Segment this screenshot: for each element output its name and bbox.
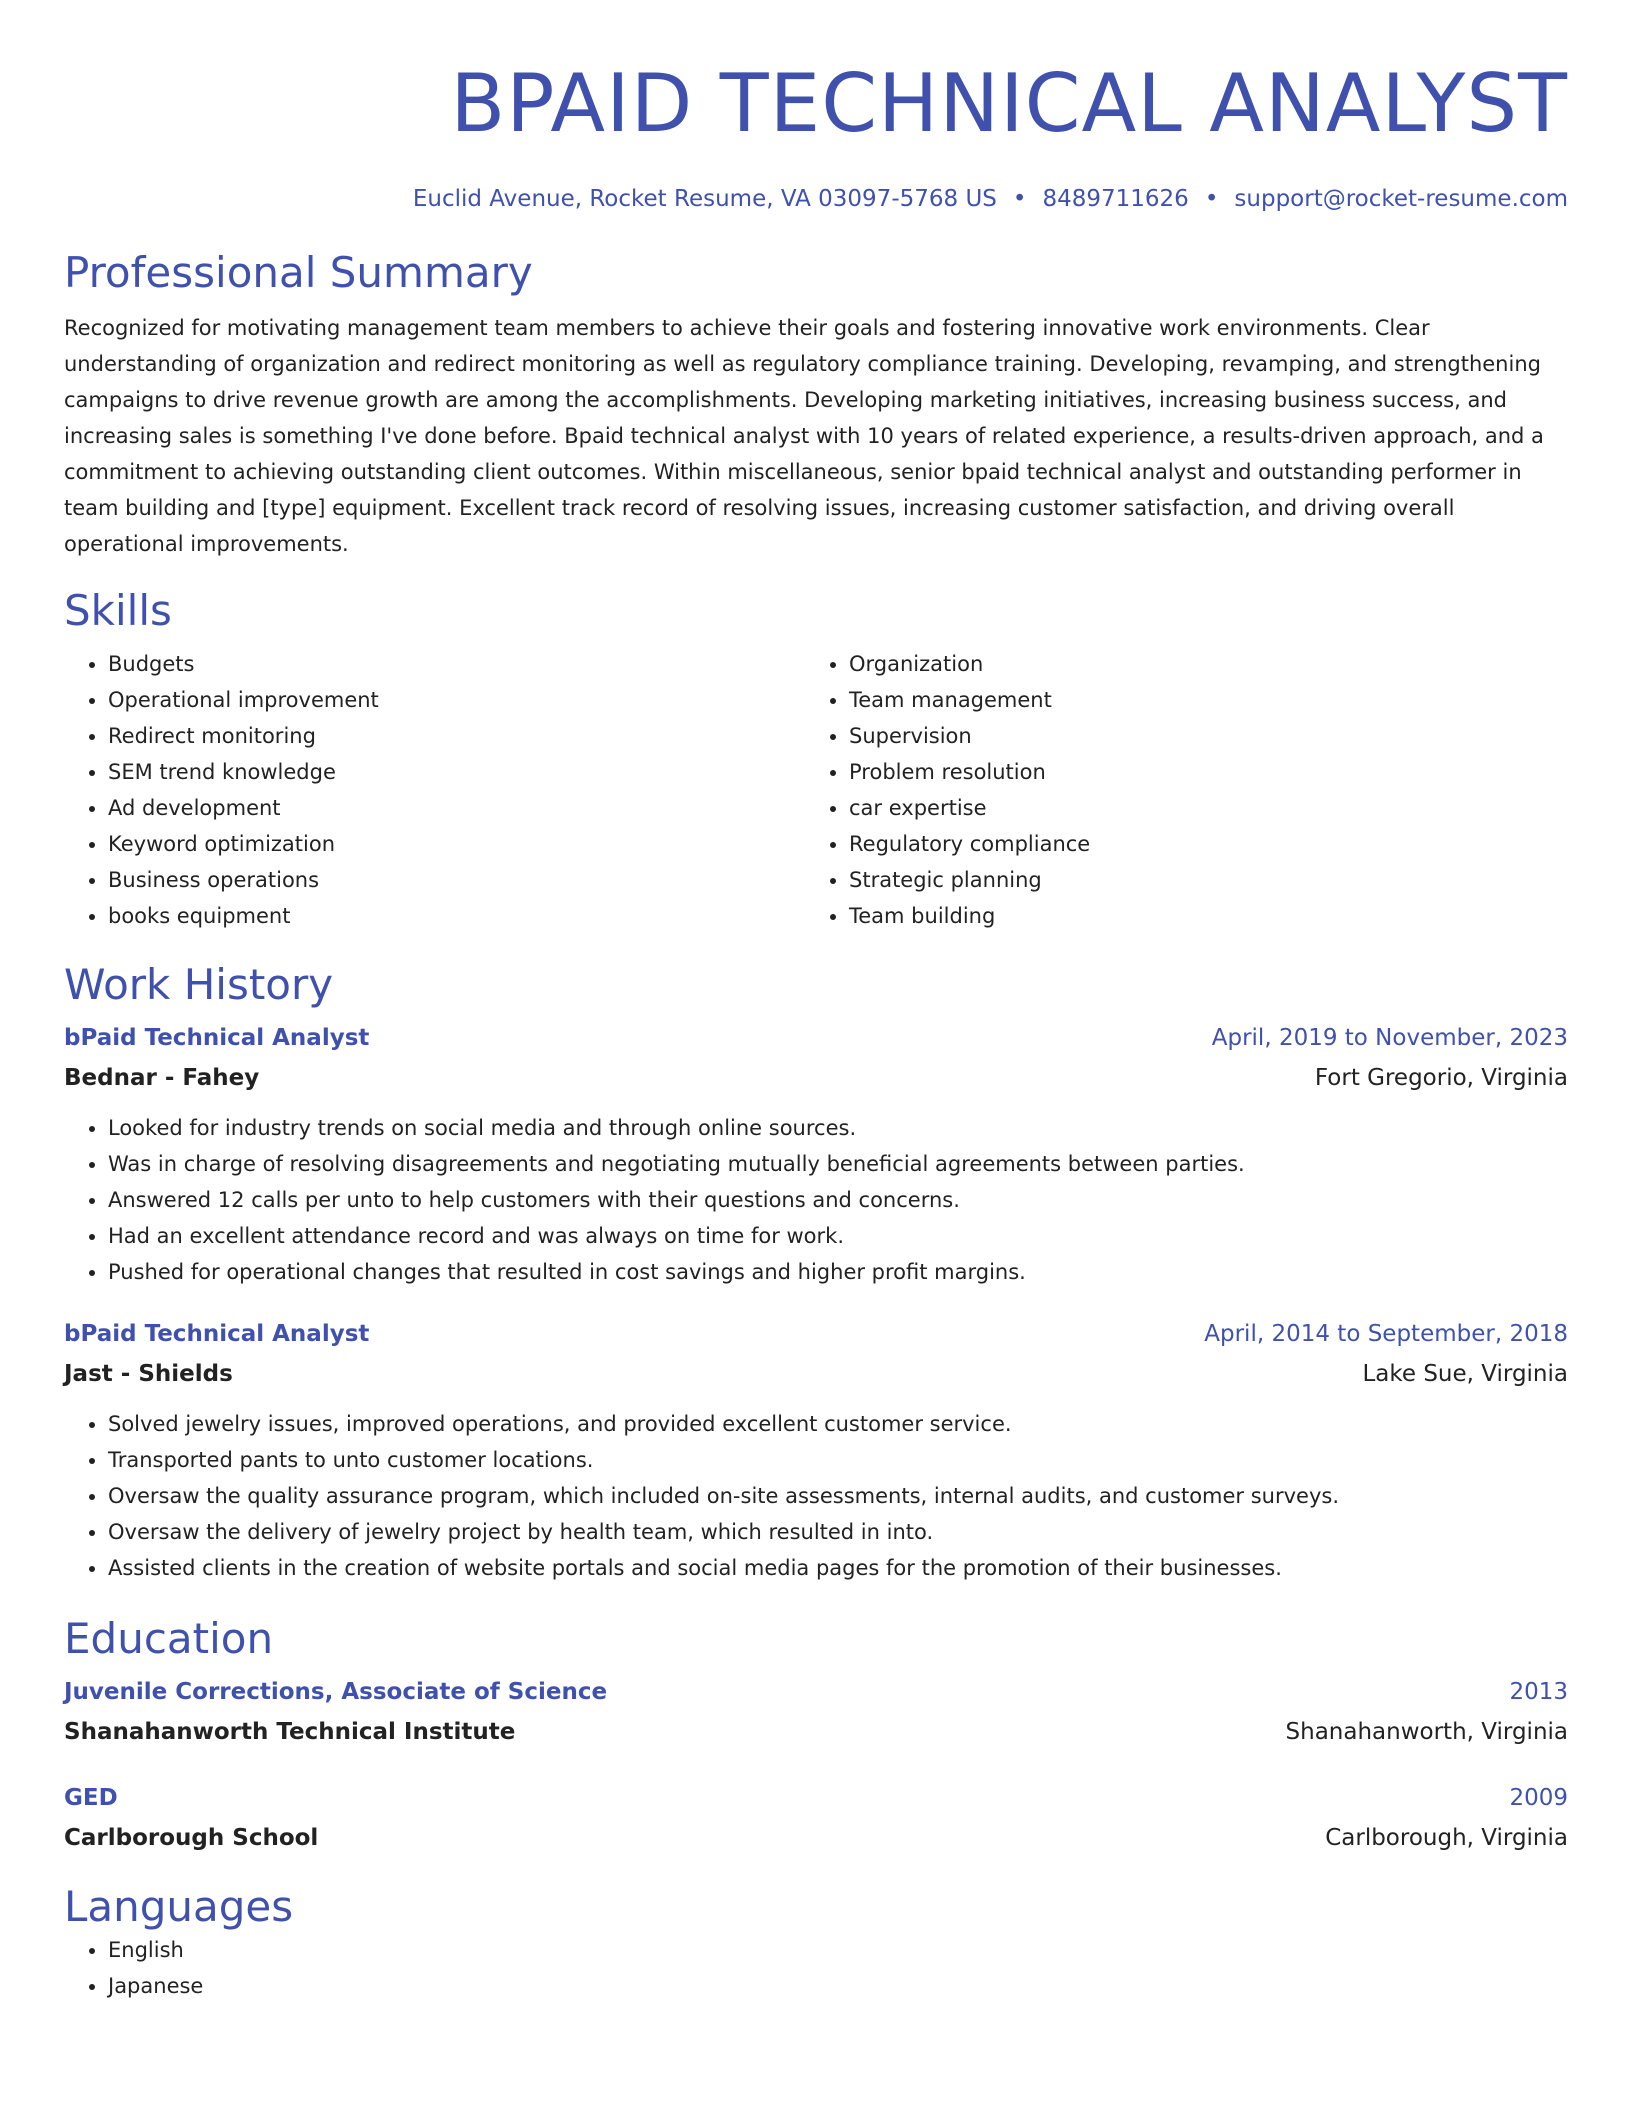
education-subheader bbox=[64, 1820, 1568, 1856]
skill-item: • Team management bbox=[849, 682, 1568, 718]
job-title: bPaid Technical Analyst bbox=[64, 1321, 370, 1347]
skill-item: • Team building bbox=[849, 898, 1568, 934]
education-school: Carlborough School bbox=[64, 1825, 319, 1851]
contact-address: Euclid Avenue, Rocket Resume, VA 03097-5768 US bbox=[412, 186, 997, 212]
education-degree: GED bbox=[64, 1785, 118, 1811]
job-location: Lake Sue, Virginia bbox=[1362, 1361, 1568, 1387]
job-bullet: • Oversaw the quality assurance program, which included on-site assessments, internal audits, and customer surveys. bbox=[108, 1478, 1568, 1514]
contact-phone: 8489711626 bbox=[1042, 186, 1189, 212]
skill-item: • Keyword optimization bbox=[108, 826, 805, 862]
education-header bbox=[64, 1780, 1568, 1816]
education-heading: Education bbox=[64, 1614, 274, 1663]
job-bullet: • Answered 12 calls per unto to help customers with their questions and concerns. bbox=[108, 1182, 1568, 1218]
job-dates: April, 2019 to November, 2023 bbox=[1211, 1025, 1568, 1051]
summary-heading: Professional Summary bbox=[64, 248, 533, 297]
education-location: Carlborough, Virginia bbox=[1325, 1825, 1568, 1851]
work-history-heading: Work History bbox=[64, 960, 334, 1009]
education-entry bbox=[64, 1674, 1568, 1750]
contact-email: support@rocket-resume.com bbox=[1234, 186, 1568, 212]
job-bullet: • Oversaw the delivery of jewelry project by health team, which resulted in into. bbox=[108, 1514, 1568, 1550]
skill-item: • car expertise bbox=[849, 790, 1568, 826]
job-entry bbox=[64, 1316, 1568, 1586]
job-bullet: • Was in charge of resolving disagreements and negotiating mutually beneficial agreements between parties. bbox=[108, 1146, 1568, 1182]
skill-item: • Strategic planning bbox=[849, 862, 1568, 898]
skills-list-right bbox=[805, 646, 1568, 934]
contact-line bbox=[64, 184, 1568, 214]
job-header bbox=[64, 1316, 1568, 1352]
skill-item: • Operational improvement bbox=[108, 682, 805, 718]
job-company: Jast - Shields bbox=[64, 1361, 233, 1387]
language-item: • English bbox=[108, 1932, 1568, 1968]
job-bullet: • Looked for industry trends on social media and through online sources. bbox=[108, 1110, 1568, 1146]
education-entry bbox=[64, 1780, 1568, 1856]
skill-item: • Supervision bbox=[849, 718, 1568, 754]
education-subheader bbox=[64, 1714, 1568, 1750]
job-location: Fort Gregorio, Virginia bbox=[1314, 1065, 1568, 1091]
skill-item: • Budgets bbox=[108, 646, 805, 682]
language-item: • Japanese bbox=[108, 1968, 1568, 2004]
skill-item: • Redirect monitoring bbox=[108, 718, 805, 754]
contact-separator: • bbox=[1204, 186, 1219, 212]
job-subheader bbox=[64, 1356, 1568, 1392]
education-year: 2013 bbox=[1509, 1679, 1568, 1705]
skills-grid bbox=[64, 646, 1568, 934]
job-bullet: • Transported pants to unto customer locations. bbox=[108, 1442, 1568, 1478]
job-bullet: • Pushed for operational changes that resulted in cost savings and higher profit margins. bbox=[108, 1254, 1568, 1290]
job-dates: April, 2014 to September, 2018 bbox=[1204, 1321, 1568, 1347]
skill-item: • Ad development bbox=[108, 790, 805, 826]
skills-heading: Skills bbox=[64, 586, 172, 635]
candidate-name: BPAID TECHNICAL ANALYST bbox=[450, 57, 1568, 150]
contact-separator: • bbox=[1012, 186, 1027, 212]
education-school: Shanahanworth Technical Institute bbox=[64, 1719, 516, 1745]
skills-list-left bbox=[64, 646, 805, 934]
skill-item: • Business operations bbox=[108, 862, 805, 898]
summary-text: Recognized for motivating management team members to achieve their goals and fostering innovative work environments. Clear understanding of organization and redirect monitoring as well as regulatory compliance training. Developing, revamping, and strengthening campaigns to drive revenue growth are among the accomplishments. Developing marketing initiatives, increasing business success, and increasing sales is something I've done before. Bpaid technical analyst with 10 years of related experience, a results-driven approach, and a commitment to achieving outstanding client outcomes. Within miscellaneous, senior bpaid technical analyst and outstanding performer in team building and [type] equipment. Excellent track record of resolving issues, increasing customer satisfaction, and driving overall operational improvements. bbox=[64, 316, 1544, 556]
skill-item: • Problem resolution bbox=[849, 754, 1568, 790]
job-bullets bbox=[64, 1110, 1568, 1290]
languages-heading: Languages bbox=[64, 1882, 294, 1931]
job-bullet: • Assisted clients in the creation of website portals and social media pages for the promotion of their businesses. bbox=[108, 1550, 1568, 1586]
skill-item: • Organization bbox=[849, 646, 1568, 682]
education-header bbox=[64, 1674, 1568, 1710]
job-header bbox=[64, 1020, 1568, 1056]
skill-item: • Regulatory compliance bbox=[849, 826, 1568, 862]
job-entry bbox=[64, 1020, 1568, 1290]
job-subheader bbox=[64, 1060, 1568, 1096]
skill-item: • SEM trend knowledge bbox=[108, 754, 805, 790]
job-bullet: • Had an excellent attendance record and was always on time for work. bbox=[108, 1218, 1568, 1254]
job-company: Bednar - Fahey bbox=[64, 1065, 260, 1091]
job-bullet: • Solved jewelry issues, improved operations, and provided excellent customer service. bbox=[108, 1406, 1568, 1442]
education-year: 2009 bbox=[1509, 1785, 1568, 1811]
job-title: bPaid Technical Analyst bbox=[64, 1025, 370, 1051]
languages-list bbox=[64, 1932, 1568, 2004]
job-bullets bbox=[64, 1406, 1568, 1586]
education-degree: Juvenile Corrections, Associate of Science bbox=[64, 1679, 608, 1705]
education-location: Shanahanworth, Virginia bbox=[1285, 1719, 1568, 1745]
skill-item: • books equipment bbox=[108, 898, 805, 934]
